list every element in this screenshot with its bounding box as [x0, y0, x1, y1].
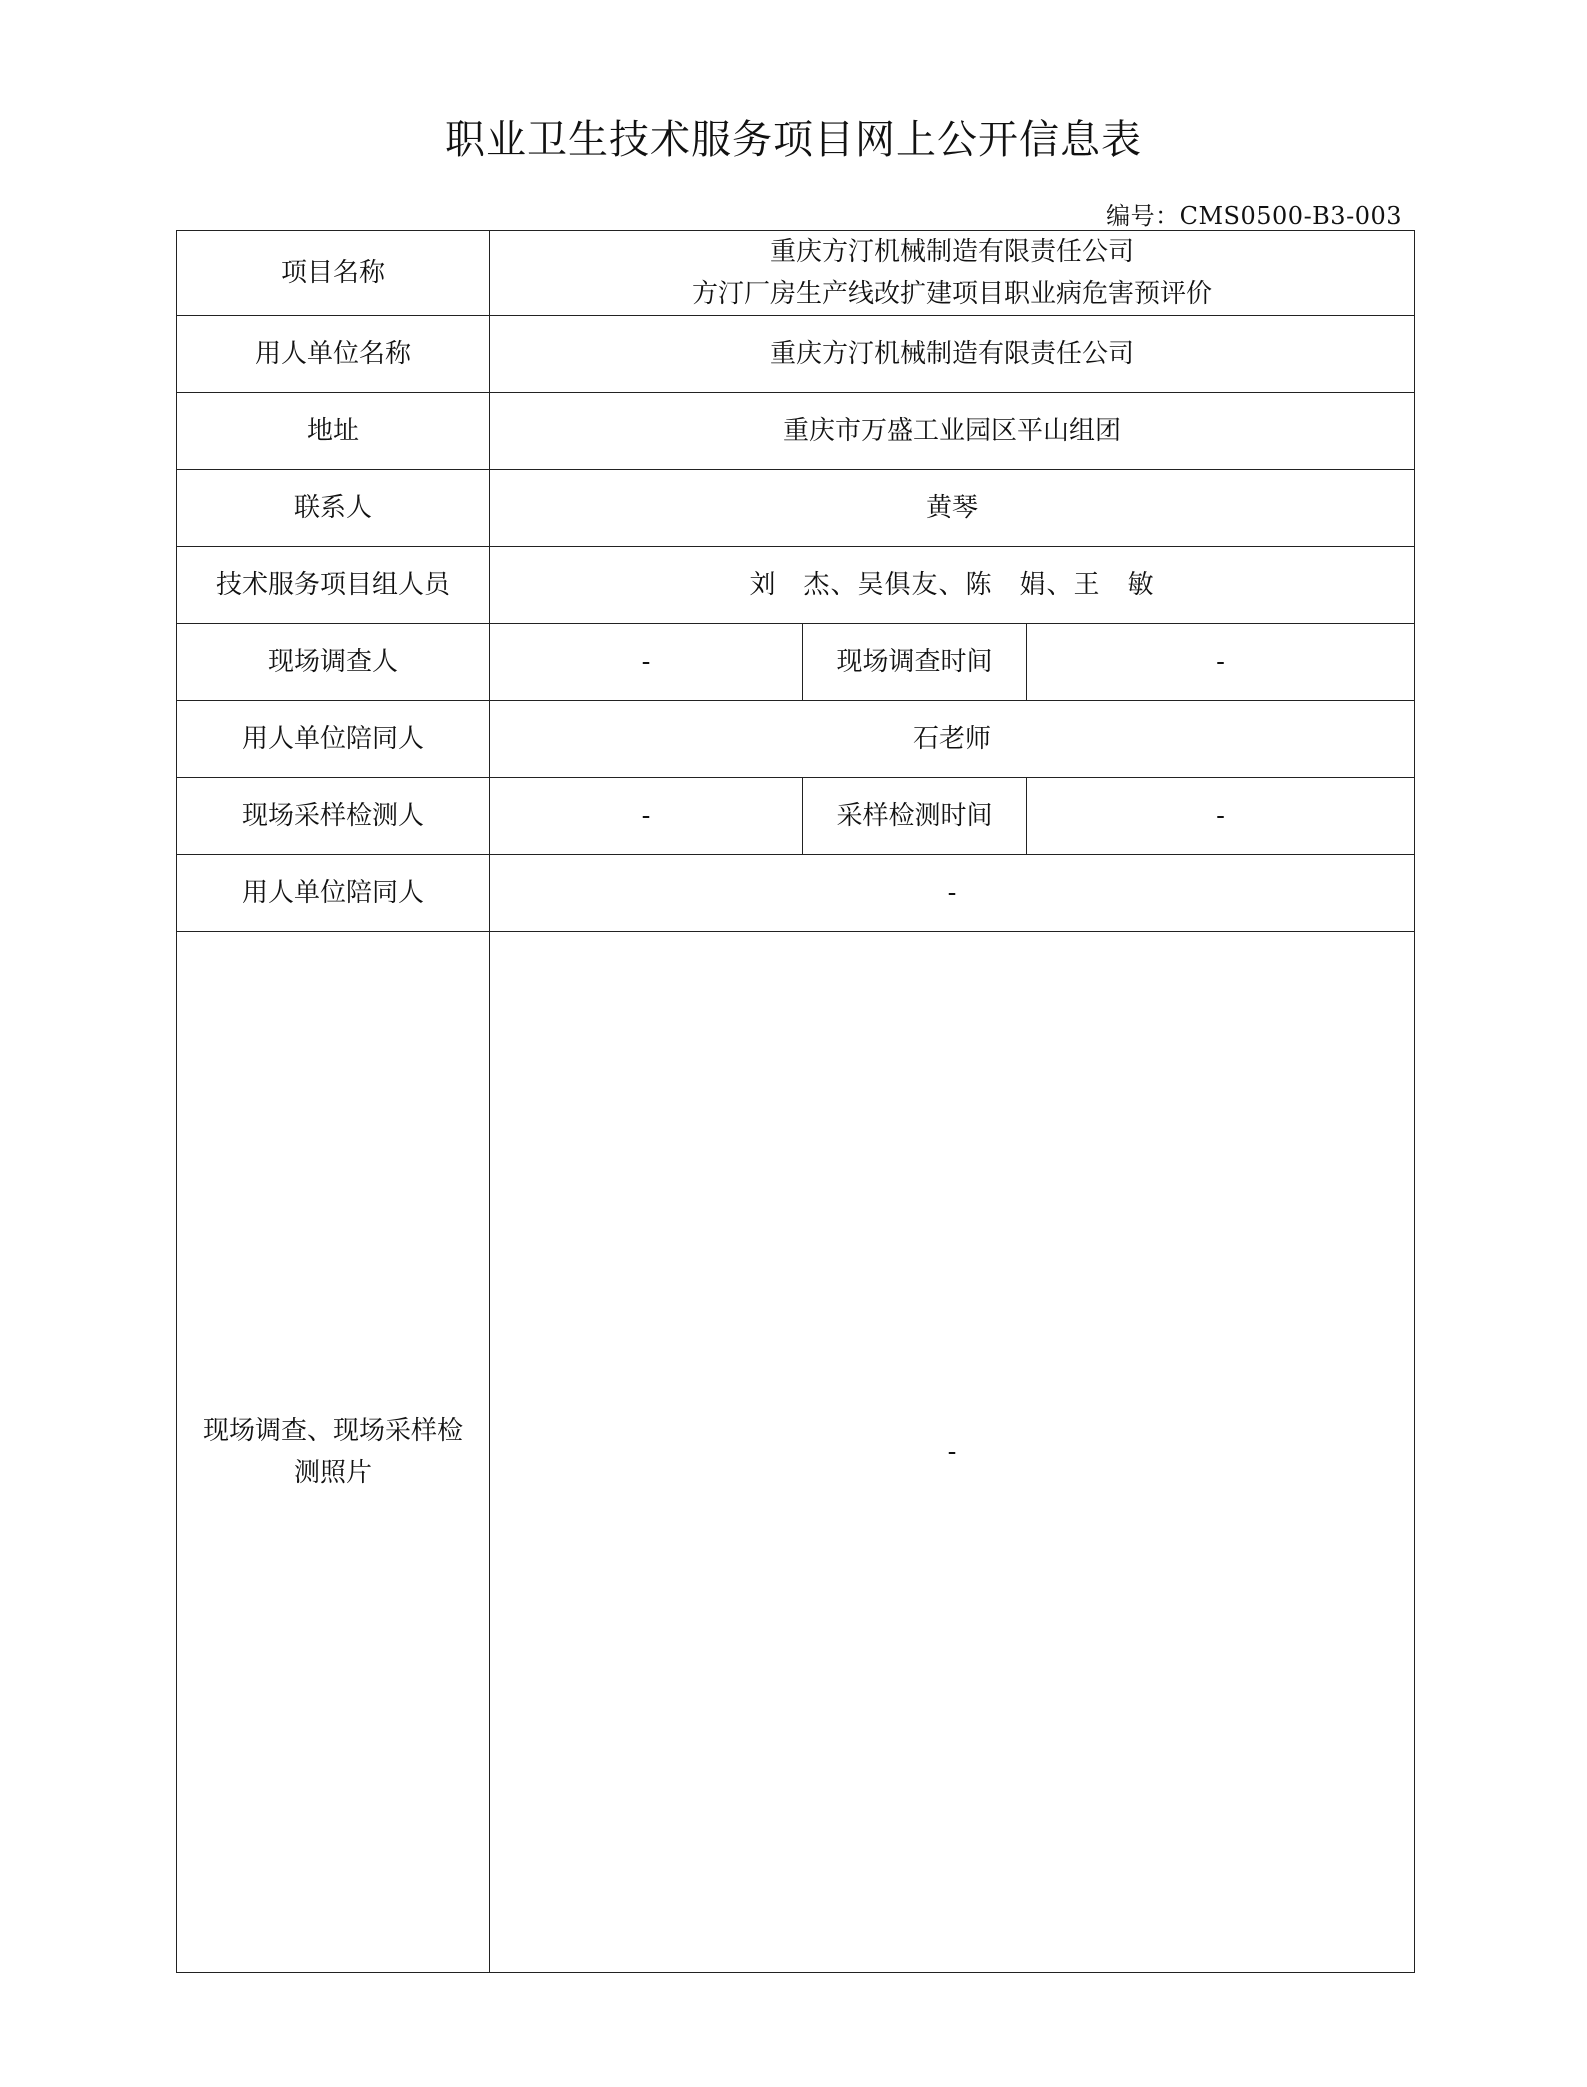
- employer-name-label: 用人单位名称: [177, 316, 490, 393]
- photos-label-line2: 测照片: [293, 1458, 372, 1488]
- team-members-label: 技术服务项目组人员: [177, 547, 490, 624]
- team-members-value: 刘 杰、吴俱友、陈 娟、王 敏: [490, 547, 1415, 624]
- employer-escort-1-value: 石老师: [490, 701, 1415, 778]
- sampling-time-label: 采样检测时间: [803, 778, 1027, 855]
- row-contact: [177, 470, 1415, 547]
- employer-escort-2-value: -: [490, 855, 1415, 932]
- project-name-label: 项目名称: [177, 231, 490, 316]
- project-name-value: [490, 231, 1415, 316]
- document-title: 职业卫生技术服务项目网上公开信息表: [445, 117, 1142, 163]
- photos-label: [177, 932, 490, 1973]
- row-site-investigation: [177, 624, 1415, 701]
- sampling-time-value: -: [1027, 778, 1415, 855]
- employer-escort-1-label: 用人单位陪同人: [177, 701, 490, 778]
- site-investigator-value: -: [490, 624, 803, 701]
- site-investigation-time-label: 现场调查时间: [803, 624, 1027, 701]
- photos-value: -: [490, 932, 1415, 1973]
- sampling-person-label: 现场采样检测人: [177, 778, 490, 855]
- row-team-members: [177, 547, 1415, 624]
- info-table: [176, 230, 1415, 1973]
- address-label: 地址: [177, 393, 490, 470]
- contact-label: 联系人: [177, 470, 490, 547]
- row-sampling: [177, 778, 1415, 855]
- row-photos: [177, 932, 1415, 1973]
- site-investigator-label: 现场调查人: [177, 624, 490, 701]
- project-name-line2: 方汀厂房生产线改扩建项目职业病危害预评价: [692, 279, 1213, 309]
- row-employer-escort-2: [177, 855, 1415, 932]
- contact-value: 黄琴: [490, 470, 1415, 547]
- photos-label-line1: 现场调查、现场采样检: [202, 1416, 463, 1446]
- employer-name-value: 重庆方汀机械制造有限责任公司: [490, 316, 1415, 393]
- row-project-name: [177, 231, 1415, 316]
- sampling-person-value: -: [490, 778, 803, 855]
- employer-escort-2-label: 用人单位陪同人: [177, 855, 490, 932]
- row-employer-escort-1: [177, 701, 1415, 778]
- project-name-line1: 重庆方汀机械制造有限责任公司: [770, 237, 1135, 267]
- address-value: 重庆市万盛工业园区平山组团: [490, 393, 1415, 470]
- site-investigation-time-value: -: [1027, 624, 1415, 701]
- row-employer-name: [177, 316, 1415, 393]
- row-address: [177, 393, 1415, 470]
- document-number: 编号：CMS0500-B3-003: [1106, 202, 1402, 230]
